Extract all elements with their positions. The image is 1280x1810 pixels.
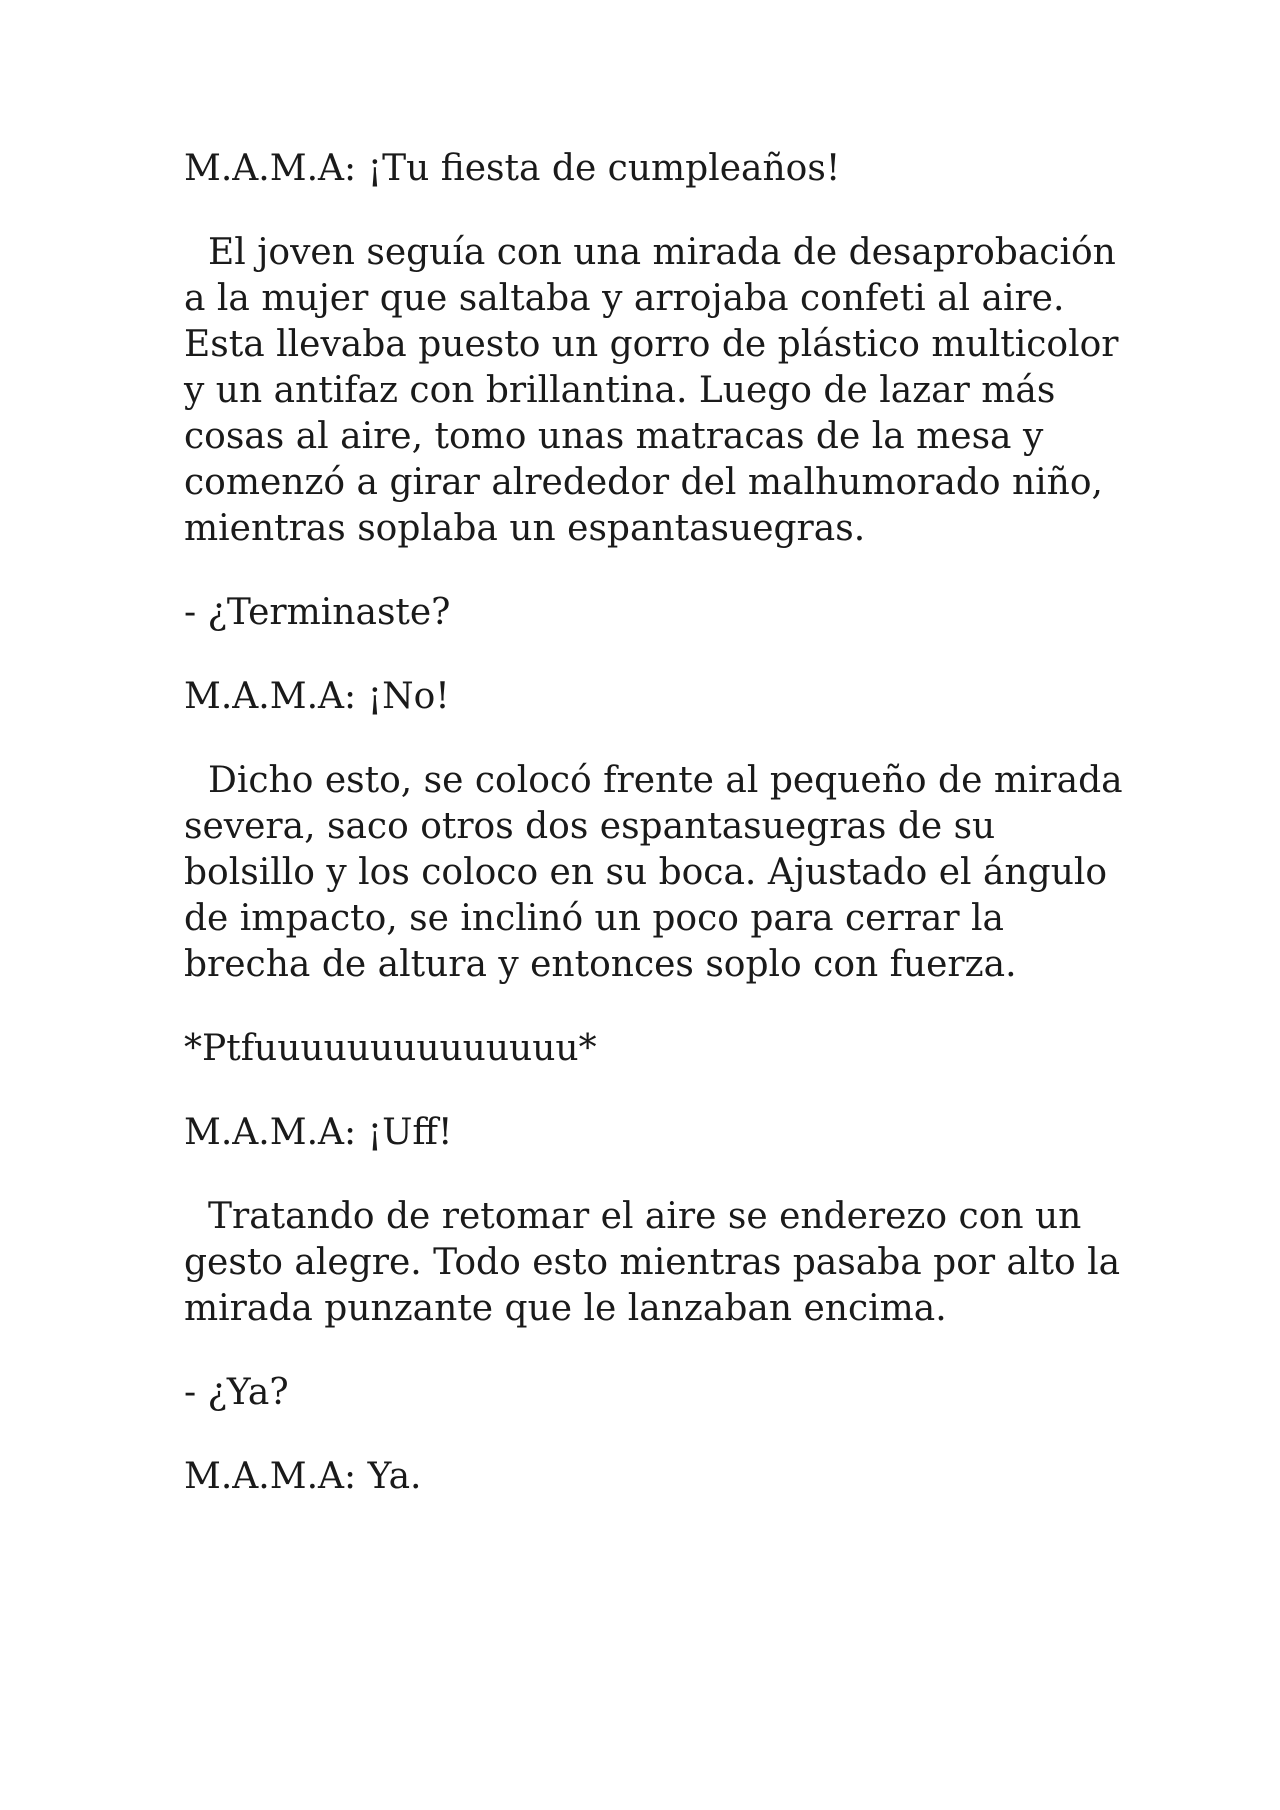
dialogue-line: - ¿Terminaste? (184, 592, 451, 633)
narration-paragraph: Tratando de retomar el aire se enderezo con un gesto alegre. Todo esto mientras pasaba por alto la mirada punzante que le lanzaban encima. (184, 1196, 1132, 1329)
narration-paragraph: Dicho esto, se colocó frente al pequeño de mirada severa, saco otros dos espantasuegras de su bolsillo y los coloco en su boca. Ajustado el ángulo de impacto, se inclinó un poco para cerrar la brecha de altura y entonces soplo con fuerza. (184, 760, 1135, 985)
dialogue-line: M.A.M.A: ¡Tu fiesta de cumpleaños! (184, 148, 841, 189)
sound-effect-line: *Ptfuuuuuuuuuuuuuu* (184, 1028, 597, 1069)
story-text (184, 146, 1135, 1538)
dialogue-line: M.A.M.A: ¡Uff! (184, 1112, 453, 1153)
dialogue-line: - ¿Ya? (184, 1372, 289, 1413)
dialogue-line: M.A.M.A: Ya. (184, 1456, 422, 1497)
dialogue-line: M.A.M.A: ¡No! (184, 676, 450, 717)
narration-paragraph: El joven seguía con una mirada de desaprobación a la mujer que saltaba y arrojaba confeti al aire. Esta llevaba puesto un gorro de plástico multicolor y un antifaz con brillantina. Luego de lazar más cosas al aire, tomo unas matracas de la mesa y comenzó a girar alrededor del malhumorado niño, mientras soplaba un espantasuegras. (184, 232, 1130, 549)
